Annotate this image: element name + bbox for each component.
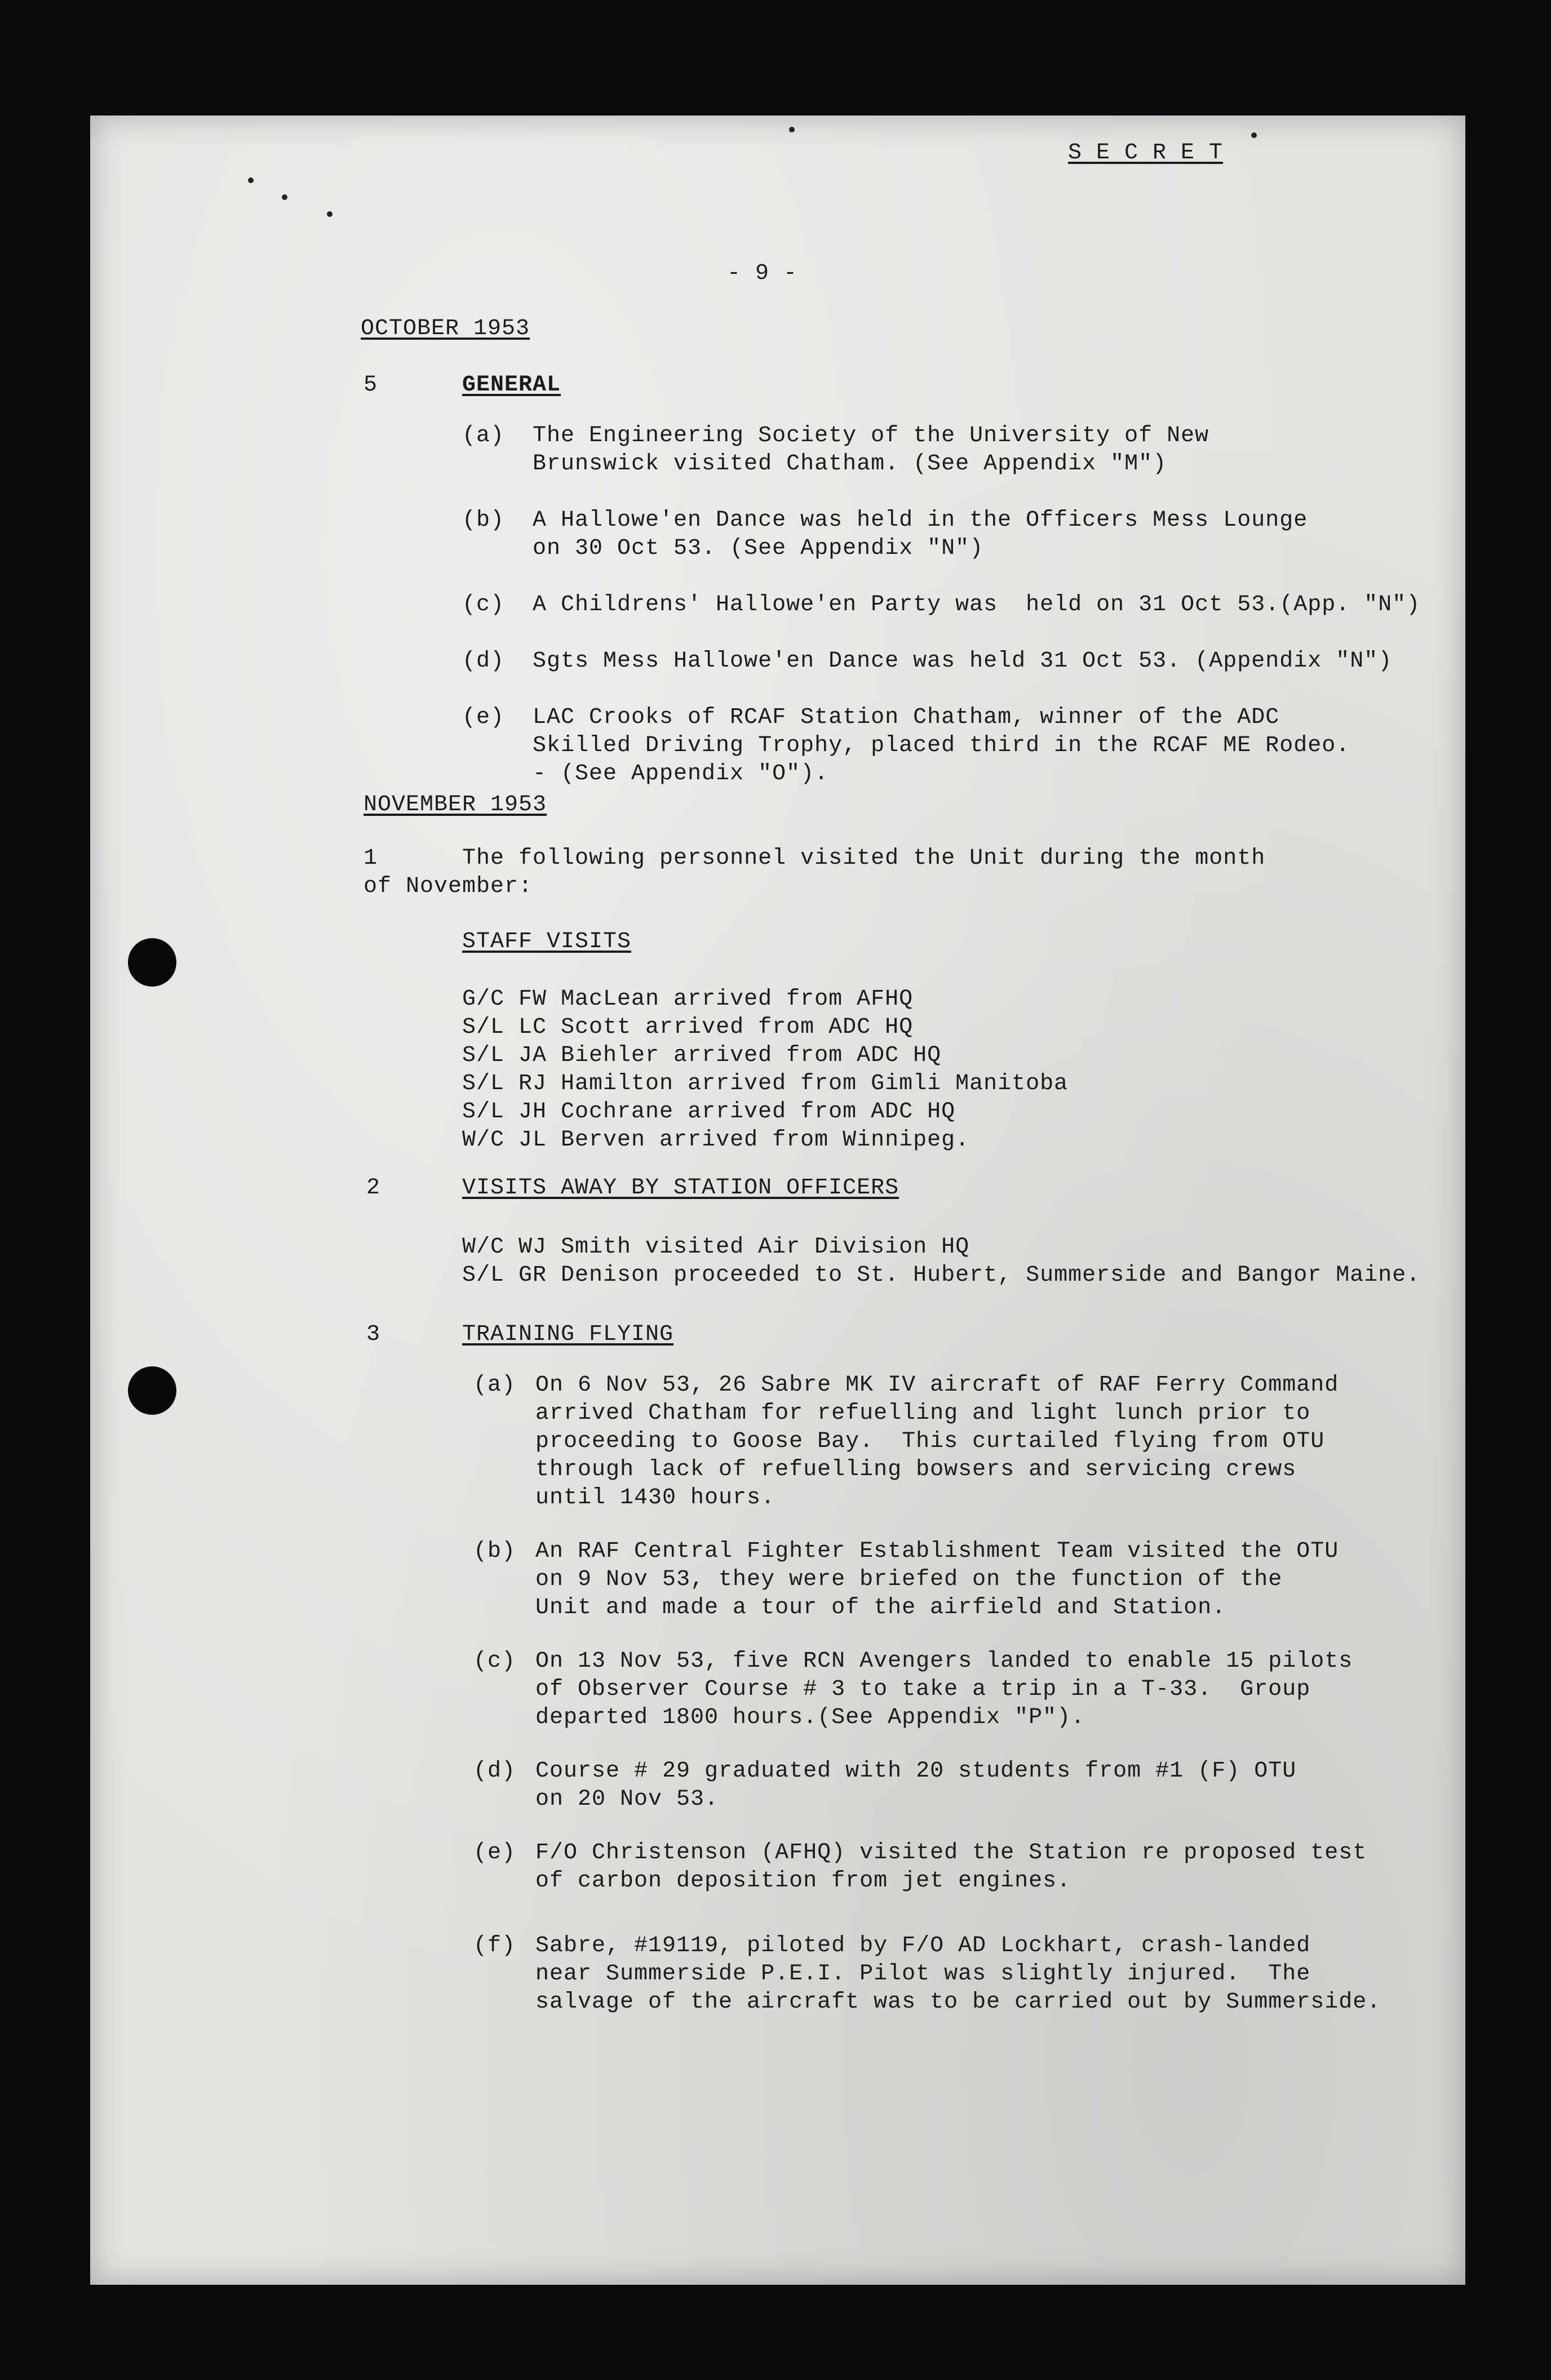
item-line: An RAF Central Fighter Establishment Team visited the OTU (535, 1539, 1339, 1564)
item-label: (a) (473, 1373, 516, 1398)
staff-visit-line: W/C JL Berven arrived from Winnipeg. (462, 1127, 970, 1153)
training-flying-title: TRAINING FLYING (462, 1322, 674, 1347)
paragraph-number: 2 (366, 1175, 381, 1201)
item-label: (b) (462, 508, 505, 533)
section-heading-november: NOVEMBER 1953 (364, 792, 547, 818)
staff-visit-line: S/L LC Scott arrived from ADC HQ (462, 1015, 914, 1040)
item-line: through lack of refuelling bowsers and servicing crews (535, 1457, 1297, 1482)
ink-speck (248, 177, 254, 183)
visit-away-line: W/C WJ Smith visited Air Division HQ (462, 1235, 970, 1260)
item-label: (c) (473, 1649, 516, 1674)
section-heading-october: OCTOBER 1953 (361, 316, 530, 341)
item-line: On 13 Nov 53, five RCN Avengers landed to enable 15 pilots (535, 1649, 1353, 1674)
item-label: (f) (473, 1933, 516, 1959)
staff-visit-line: S/L JA Biehler arrived from ADC HQ (462, 1043, 942, 1068)
item-line: A Childrens' Hallowe'en Party was held on 31 Oct 53.(App. "N") (533, 592, 1421, 618)
item-line: F/O Christenson (AFHQ) visited the Station re proposed test (535, 1840, 1367, 1866)
item-line: departed 1800 hours.(See Appendix "P"). (535, 1705, 1085, 1730)
ink-speck (282, 194, 287, 200)
item-line: Unit and made a tour of the airfield and Station. (535, 1595, 1226, 1620)
ink-speck (1251, 132, 1257, 138)
item-line: of carbon deposition from jet engines. (535, 1868, 1071, 1894)
punch-hole (128, 1366, 176, 1415)
staff-visits-title: STAFF VISITS (462, 929, 632, 954)
paragraph-number: 1 (364, 846, 378, 871)
paragraph-number: 3 (366, 1322, 381, 1347)
ink-speck (327, 211, 333, 217)
item-label: (b) (473, 1539, 516, 1564)
classification-marking: S E C R E T (1068, 140, 1224, 166)
staff-visit-line: G/C FW MacLean arrived from AFHQ (462, 987, 914, 1012)
item-line: on 30 Oct 53. (See Appendix "N") (533, 536, 984, 561)
page-number: - 9 - (727, 261, 798, 286)
item-line: LAC Crooks of RCAF Station Chatham, winner of the ADC (533, 705, 1280, 730)
item-label: (a) (462, 423, 505, 449)
item-label: (d) (473, 1759, 516, 1784)
item-line: Sabre, #19119, piloted by F/O AD Lockhart, crash-landed (535, 1933, 1311, 1959)
item-line: salvage of the aircraft was to be carried out by Summerside. (535, 1990, 1381, 2015)
item-line: until 1430 hours. (535, 1485, 776, 1511)
item-line: proceeding to Goose Bay. This curtailed flying from OTU (535, 1429, 1325, 1454)
item-line: On 6 Nov 53, 26 Sabre MK IV aircraft of RAF Ferry Command (535, 1373, 1339, 1398)
paragraph-number: 5 (364, 372, 378, 398)
visits-away-title: VISITS AWAY BY STATION OFFICERS (462, 1175, 899, 1201)
item-line: on 9 Nov 53, they were briefed on the function of the (535, 1567, 1283, 1592)
item-line: arrived Chatham for refuelling and light lunch prior to (535, 1401, 1311, 1426)
item-label: (e) (473, 1840, 516, 1866)
staff-visit-line: S/L JH Cochrane arrived from ADC HQ (462, 1099, 956, 1125)
paragraph-line: of November: (364, 874, 533, 899)
item-line: Course # 29 graduated with 20 students from #1 (F) OTU (535, 1759, 1297, 1784)
ink-speck (789, 127, 795, 132)
item-line: on 20 Nov 53. (535, 1787, 719, 1812)
paragraph-line: The following personnel visited the Unit during the month (462, 846, 1266, 871)
item-line: Skilled Driving Trophy, placed third in the RCAF ME Rodeo. (533, 733, 1350, 758)
item-line: - (See Appendix "O"). (533, 761, 829, 787)
item-line: of Observer Course # 3 to take a trip in a T-33. Group (535, 1677, 1311, 1702)
item-label: (d) (462, 649, 505, 674)
item-line: Sgts Mess Hallowe'en Dance was held 31 Oct 53. (Appendix "N") (533, 649, 1393, 674)
visit-away-line: S/L GR Denison proceeded to St. Hubert, Summerside and Bangor Maine. (462, 1263, 1421, 1288)
item-line: The Engineering Society of the University of New (533, 423, 1209, 449)
section-title-general: GENERAL (462, 372, 561, 398)
item-line: Brunswick visited Chatham. (See Appendix "M") (533, 451, 1167, 477)
punch-hole (128, 938, 176, 987)
item-label: (e) (462, 705, 505, 730)
item-line: A Hallowe'en Dance was held in the Officers Mess Lounge (533, 508, 1308, 533)
staff-visit-line: S/L RJ Hamilton arrived from Gimli Manitoba (462, 1071, 1069, 1096)
item-line: near Summerside P.E.I. Pilot was slightly injured. The (535, 1961, 1311, 1987)
item-label: (c) (462, 592, 505, 618)
